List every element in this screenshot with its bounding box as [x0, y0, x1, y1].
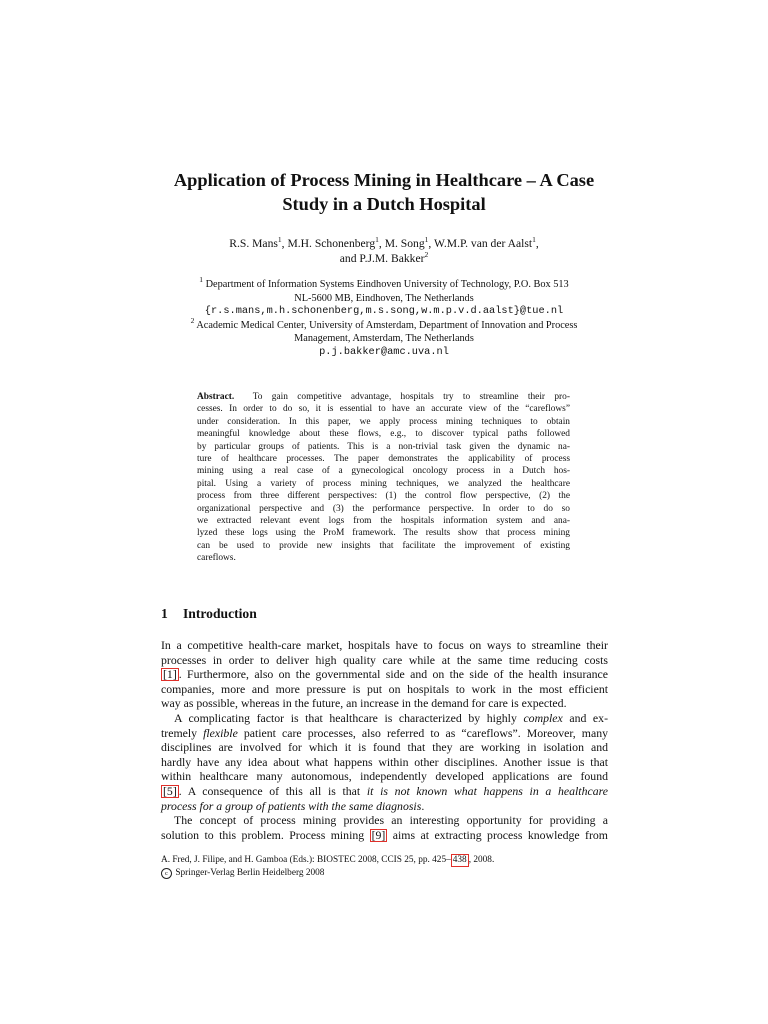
body-line: processes in order to deliver high quality care while at the same time reducing costs: [161, 652, 608, 667]
body-line: within healthcare many autonomous, independently developed applications are found: [161, 769, 608, 784]
abstract: [197, 391, 570, 564]
authors-line-1: R.S. Mans$^1$, M.H. Schonenberg$^1$, M. Song$^1$, W.M.P. van der Aalst$^1$,: [229, 235, 539, 250]
body-line: way as possible, whereas in the future, an increase in the demand for care is expected.: [161, 696, 567, 711]
publication-footer: [161, 854, 494, 879]
affiliation-1-line-2: NL-5600 MB, Eindhoven, The Netherlands: [294, 292, 474, 304]
affiliation-2-email: p.j.bakker@amc.uva.nl: [319, 345, 449, 358]
body-text: [161, 638, 608, 842]
abstract-line: mining using a real case of a gynecological oncology process in a Dutch hos-: [197, 466, 570, 477]
citation-link[interactable]: [5]: [163, 783, 177, 798]
abstract-label: Abstract.: [197, 392, 235, 402]
body-line: [5] . A consequence of this all is that it is not known what happens in a healthcare: [163, 783, 608, 798]
body-line: [1] . Furthermore, also on the governmental side and on the side of the health insurance: [163, 667, 608, 682]
copyright-icon: c: [161, 868, 172, 879]
author-list: [120, 236, 648, 266]
section-heading: [161, 606, 257, 622]
body-line: hardly have any idea about what happens within other disciplines. Another issue is that: [161, 754, 608, 769]
body-line: solution to this problem. Process mining [9] aims at extracting process knowledge from: [161, 827, 608, 842]
affiliations: [120, 275, 648, 359]
body-line: companies, more and more pressure is put on hospitals to work in the most efficient: [161, 681, 608, 696]
footer-line-2: c Springer-Verlag Berlin Heidelberg 2008: [161, 867, 494, 879]
title-line-2: Study in a Dutch Hospital: [282, 194, 486, 214]
body-line: disciplines are involved for which it is found that they are working in isolation and: [161, 740, 608, 755]
body-line: A complicating factor is that healthcare is characterized by highly complex and ex-: [174, 710, 608, 725]
abstract-line: we extracted relevant event logs from the hospitals information system and ana-: [197, 515, 570, 526]
abstract-line: by particular groups of patients. This is a non-trivial task given the dynamic na-: [197, 441, 570, 452]
abstract-line: meaningful knowledge about these flows, e.g., to discover typical paths followed: [197, 429, 570, 440]
body-line: In a competitive health-care market, hospitals have to focus on ways to streamline their: [161, 638, 608, 652]
citation-link[interactable]: [9]: [371, 827, 386, 842]
abstract-line: cesses. In order to do so, it is essential to have an accurate view of the “careflows”: [197, 404, 570, 415]
abstract-line: ture of healthcare processes. The paper demonstrates the applicability of process: [197, 453, 570, 464]
abstract-line: organizational perspective and (3) the performance perspective. In order to do so: [197, 503, 570, 514]
body-line: The concept of process mining provides an interesting opportunity for providing a: [174, 813, 608, 828]
abstract-line: process from three different perspectives: (1) the control flow perspective, (2) the: [197, 491, 570, 502]
abstract-line: Abstract. To gain competitive advantage, hospitals try to streamline their pro-: [197, 392, 570, 402]
paper-title: [120, 168, 648, 216]
footer-line-1: A. Fred, J. Filipe, and H. Gamboa (Eds.): BIOSTEC 2008, CCIS 25, pp. 425– 438 , 2008.: [161, 855, 495, 865]
section-title: Introduction: [183, 606, 257, 621]
abstract-line: can be used to provide new insights that facilitate the improvement of existing: [197, 540, 570, 551]
abstract-line: careflows.: [197, 553, 236, 564]
abstract-line: under consideration. In this paper, we apply process mining techniques to obtain: [197, 416, 570, 427]
section-number: 1: [161, 606, 168, 621]
affiliation-1-line-1: $^1$ Department of Information Systems Eindhoven University of Technology, P.O. Box 513: [199, 275, 569, 290]
authors-line-2: and P.J.M. Bakker$^2$: [339, 250, 429, 265]
citation-link[interactable]: [1]: [163, 667, 177, 682]
page-link[interactable]: 438: [452, 855, 467, 865]
body-line: process for a group of patients with the same diagnosis.: [161, 798, 425, 813]
body-line: tremely flexible patient care processes, also referred to as “careflows”. Moreover, many: [161, 725, 609, 740]
affiliation-2-line-1: $^2$ Academic Medical Center, University of Amsterdam, Department of Innovation and Process: [190, 315, 578, 331]
title-line-1: Application of Process Mining in Healthcare – A Case: [173, 170, 595, 190]
abstract-line: lyzed these logs using the ProM framework. The results show that process mining: [197, 528, 570, 539]
abstract-line: pital. Using a variety of process mining techniques, we analyzed the healthcare: [197, 478, 570, 489]
affiliation-2-line-2: Management, Amsterdam, The Netherlands: [294, 333, 474, 344]
affiliation-1-email: {r.s.mans,m.h.schonenberg,m.s.song,w.m.p.v.d.aalst}@tue.nl: [204, 305, 564, 317]
